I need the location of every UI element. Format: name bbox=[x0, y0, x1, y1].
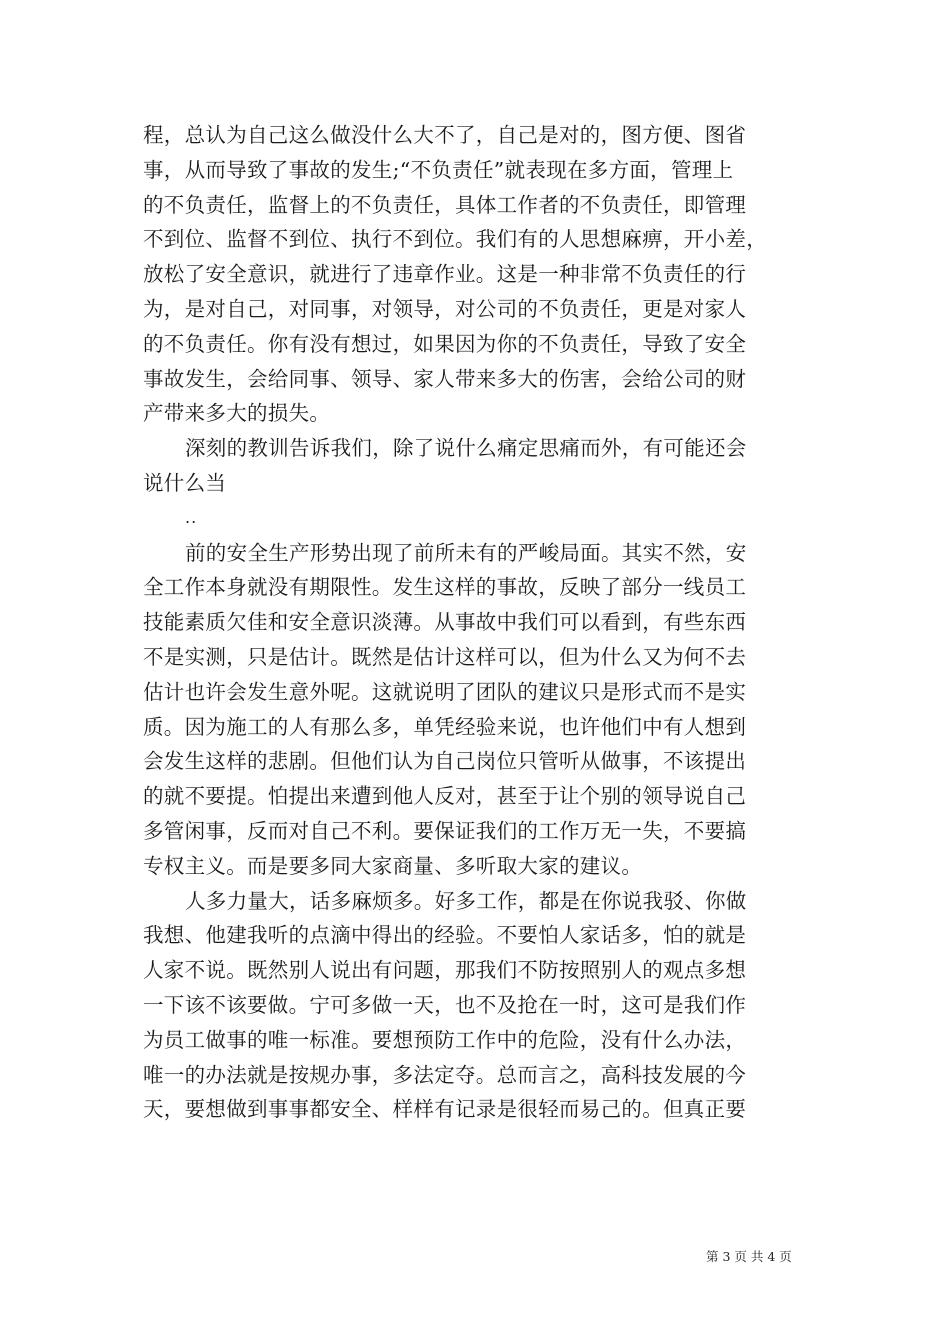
text-line: 不到位、监督不到位、执行不到位。我们有的人思想麻痹，开小差， bbox=[143, 227, 767, 252]
text-line: 全工作本身就没有期限性。发生这样的事故，反映了部分一线员工 bbox=[143, 575, 747, 600]
text-line: 前的安全生产形势出现了前所未有的严峻局面。其实不然，安 bbox=[185, 540, 747, 565]
text-line: 技能素质欠佳和安全意识淡薄。从事故中我们可以看到，有些东西 bbox=[143, 610, 747, 635]
text-line: 唯一的办法就是按规办事，多法定夺。总而言之，高科技发展的今 bbox=[143, 1062, 747, 1087]
text-line: 不是实测，只是估计。既然是估计这样可以，但为什么又为何不去 bbox=[143, 644, 747, 669]
text-line: 为，是对自己，对同事，对领导，对公司的不负责任，更是对家人 bbox=[143, 296, 747, 321]
text-line: 会发生这样的悲剧。但他们认为自己岗位只管听从做事，不该提出 bbox=[143, 749, 747, 774]
text-line: 多管闲事，反而对自己不利。要保证我们的工作万无一失，不要搞 bbox=[143, 818, 747, 843]
document-body bbox=[143, 118, 813, 1127]
text-line: 的不负责任。你有没有想过，如果因为你的不负责任，导致了安全 bbox=[143, 331, 747, 356]
text-line: 天，要想做到事事都安全、样样有记录是很轻而易己的。但真正要 bbox=[143, 1097, 747, 1122]
text-line: 一下该不该要做。宁可多做一天，也不及抢在一时，这可是我们作 bbox=[143, 992, 747, 1017]
text-line: 质。因为施工的人有那么多，单凭经验来说，也许他们中有人想到 bbox=[143, 714, 747, 739]
text-line: 放松了安全意识，就进行了违章作业。这是一种非常不负责任的行 bbox=[143, 262, 747, 287]
text-line: 估计也许会发生意外呢。这就说明了团队的建议只是形式而不是实 bbox=[143, 679, 747, 704]
text-line: 为员工做事的唯一标准。要想预防工作中的危险，没有什么办法， bbox=[143, 1027, 747, 1052]
page-number-footer: 第 3 页 共 4 页 bbox=[706, 1249, 792, 1264]
text-line: .. bbox=[185, 507, 198, 527]
text-line: 的不负责任，监督上的不负责任，具体工作者的不负责任，即管理 bbox=[143, 192, 747, 217]
text-line: 我想、他建我听的点滴中得出的经验。不要怕人家话多，怕的就是 bbox=[143, 923, 747, 948]
text-line: 的就不要提。怕提出来遭到他人反对，甚至于让个别的领导说自己 bbox=[143, 784, 747, 809]
text-line: 事故发生，会给同事、领导、家人带来多大的伤害，会给公司的财 bbox=[143, 366, 747, 391]
text-line: 专权主义。而是要多同大家商量、多听取大家的建议。 bbox=[143, 853, 643, 878]
text-line: 事，从而导致了事故的发生;“不负责任”就表现在多方面，管理上 bbox=[143, 157, 734, 182]
text-line: 人家不说。既然别人说出有问题，那我们不防按照别人的观点多想 bbox=[143, 958, 747, 983]
text-line: 说什么当 bbox=[143, 470, 227, 495]
text-line: 程，总认为自己这么做没什么大不了，自己是对的，图方便、图省 bbox=[143, 123, 747, 147]
text-line: 产带来多大的损失。 bbox=[143, 401, 331, 426]
text-line: 深刻的教训告诉我们，除了说什么痛定思痛而外，有可能还会 bbox=[185, 436, 747, 461]
text-line: 人多力量大，话多麻烦多。好多工作，都是在你说我驳、你做 bbox=[185, 888, 747, 913]
